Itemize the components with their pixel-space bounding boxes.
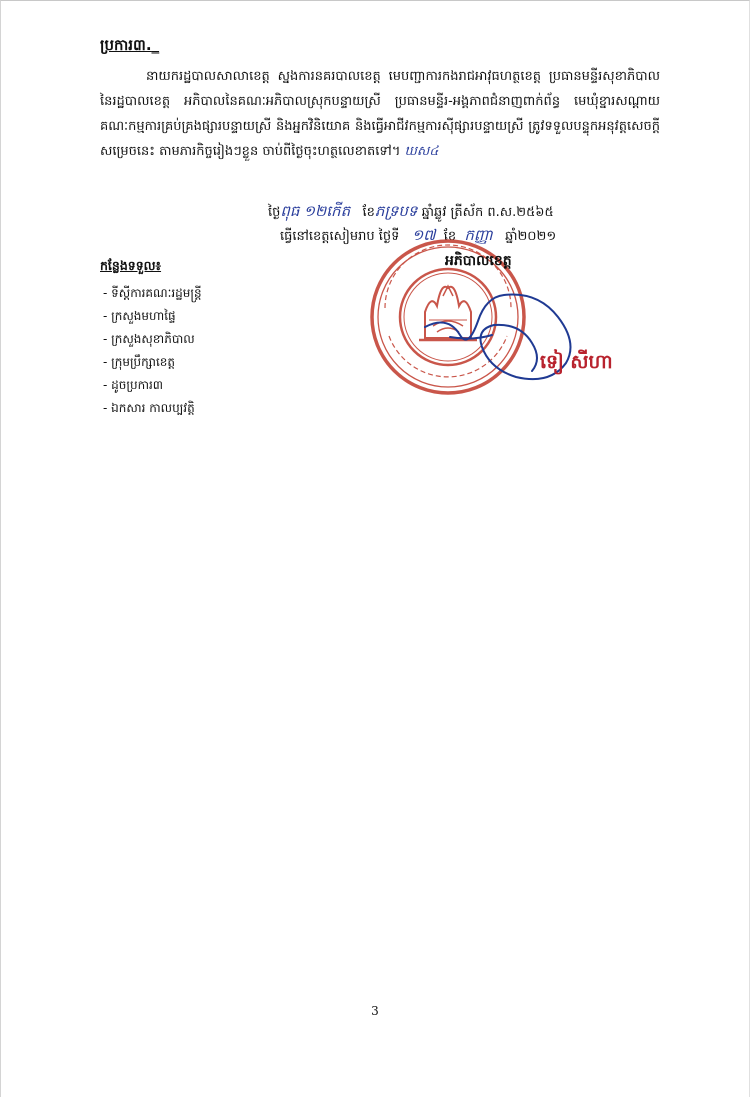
date-year: ឆ្នាំឆ្លូវ ត្រីស័ក ព.ស.២៥៦៥ [421, 205, 554, 220]
place-prefix: ធ្វើនៅខេត្តសៀមរាប ថ្ងៃទី [280, 229, 400, 244]
recipient-item: - ក្រុមប្រឹក្សាខេត្ត [103, 355, 176, 369]
date-day-handwritten: ១២កើត [303, 202, 351, 220]
page-number: 3 [371, 1004, 379, 1018]
article-heading-dash: _ [151, 36, 160, 54]
date-month-handwritten: ភទ្របទ [374, 202, 418, 220]
body-text: នាយករដ្ឋបាលសាលាខេត្ត ស្នងការនគរបាលខេត្ត មេបញ្ជាការកងរាជអាវុធហត្ថខេត្ត ប្រធានមន្ទីរសុខាភិបាលនៃរដ្ឋបាលខេត្ត អភិបាលនៃគណៈអភិបាលស្រុកបន្ទាយស្រី ប្រធានមន្ទីរ-អង្គភាពជំនាញពាក់ព័ន្ធ មេឃុំខ្នារសណ្ដាយ គណៈកម្មការគ្រប់គ្រងផ្សារបន្ទាយស្រី និងអ្នកវិនិយោគ និងធ្វើអាជីវកម្មការស៊ីផ្សារបន្ទាយស្រី ត្រូវទទួលបន្ទុកអនុវត្តសេចក្ដីសម្រេចនេះ តាមភារកិច្ចរៀងៗខ្លួន ចាប់ពីថ្ងៃចុះហត្ថលេខាតទៅ។ [100, 69, 660, 159]
governor-title: អភិបាលខេត្ត [445, 253, 512, 269]
handwritten-signature [420, 285, 590, 395]
date-weekday-handwritten: ពុធ [280, 202, 300, 220]
lunar-date-line [268, 202, 554, 224]
recipient-item: - ដូចប្រការ៣ [103, 378, 164, 392]
recipients-heading: កន្លែងទទួល៖ [100, 258, 162, 273]
article-heading-text: ប្រការ៣. [100, 36, 152, 54]
body-paragraph [100, 64, 660, 164]
signer-name: ទៀ សីហា [540, 351, 613, 373]
place-month-prefix: ខែ [443, 229, 457, 244]
handwritten-initial: ឃស៤ [404, 144, 439, 159]
recipient-item: - ក្រសួងសុខាភិបាល [103, 332, 195, 346]
article-heading [100, 36, 159, 58]
date-month-prefix: ខែ [362, 205, 375, 220]
recipient-item: - ក្រសួងមហាផ្ទៃ [103, 309, 176, 323]
place-month-handwritten: កញ្ញា [464, 226, 493, 244]
recipient-list [103, 282, 202, 420]
recipient-item: - ឯកសារ កាលប្បវត្តិ [103, 401, 195, 415]
recipient-item: - ទីស្ដីការគណៈរដ្ឋមន្ត្រី [103, 286, 202, 300]
date-prefix: ថ្ងៃ [268, 205, 281, 220]
place-day-handwritten: ១៧ [411, 226, 436, 244]
place-year: ឆ្នាំ២០២១ [505, 229, 557, 244]
